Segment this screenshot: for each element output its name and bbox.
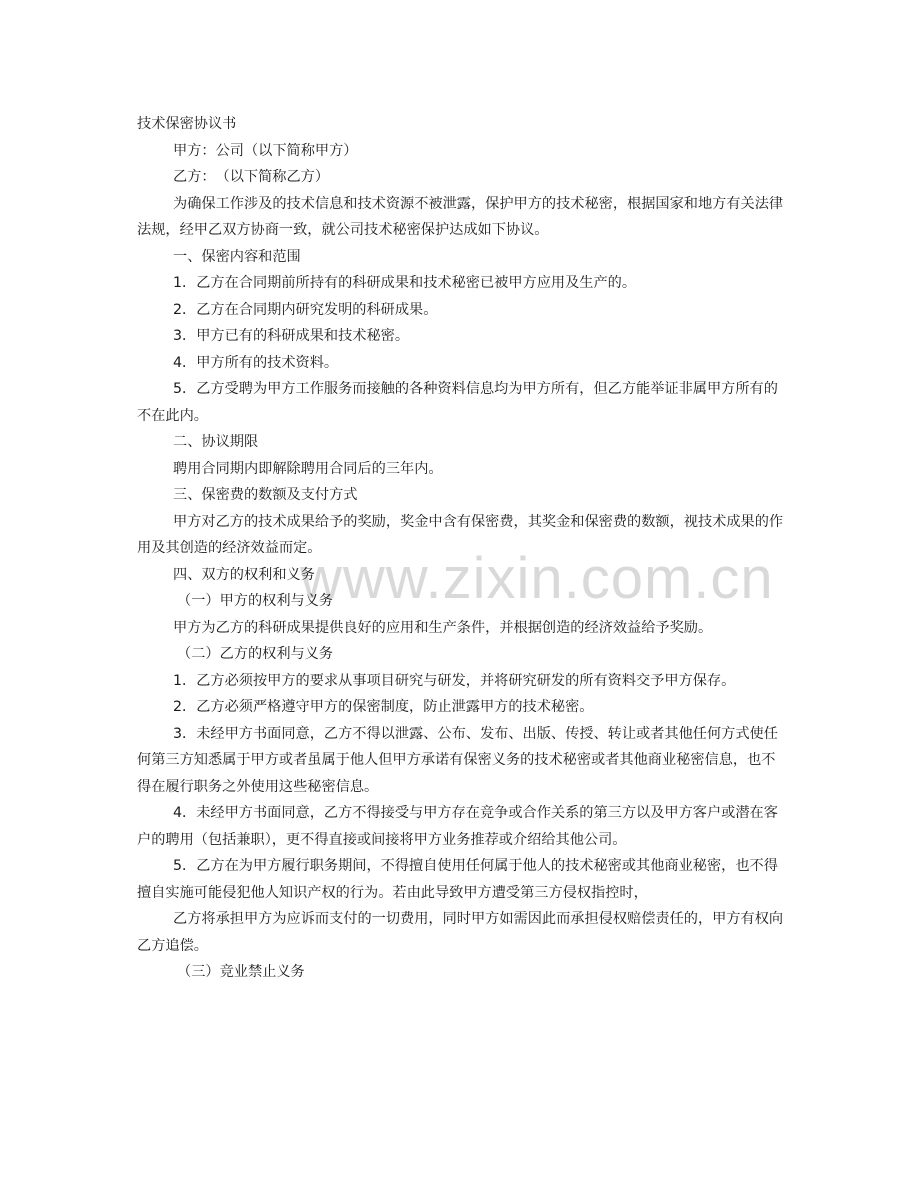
party-b-duty-item: 2．乙方必须严格遵守甲方的保密制度，防止泄露甲方的技术秘密。 xyxy=(173,699,594,715)
party-b-duty-item: 1．乙方必须按甲方的要求从事项目研究与研发，并将研究研发的所有资料交予甲方保存。 xyxy=(173,672,736,689)
scope-item: 1．乙方在合同期前所持有的科研成果和技术秘密已被甲方应用及生产的。 xyxy=(173,275,637,291)
subsection-heading-party-b: （二）乙方的权利与义务 xyxy=(177,646,334,662)
section-heading-rights: 四、双方的权利和义务 xyxy=(173,566,315,583)
section-heading-fee: 三、保密费的数额及支付方式 xyxy=(173,487,358,503)
term-paragraph: 聘用合同期内即解除聘用合同后的三年内。 xyxy=(173,460,443,477)
fee-paragraph: 甲方对乙方的技术成果给予的奖励，奖金中含有保密费，其奖金和保密费的数额，视技术成果的作用及其创造的经济效益而定。 xyxy=(137,513,784,556)
scope-item: 2．乙方在合同期内研究发明的科研成果。 xyxy=(173,301,438,318)
document-body xyxy=(137,111,787,986)
scope-item: 4．甲方所有的技术资料。 xyxy=(173,354,339,371)
subsection-heading-non-compete: （三）竞业禁止义务 xyxy=(177,964,305,980)
party-b-line: 乙方： （以下简称乙方） xyxy=(173,169,330,185)
scope-item: 3．甲方已有的科研成果和技术秘密。 xyxy=(173,328,410,344)
watermark: www.zixin.com.cn xyxy=(300,546,774,611)
party-b-duty-item: 5．乙方在为甲方履行职务期间，不得擅自使用任何属于他人的技术秘密或其他商业秘密，也不得擅自实施可能侵犯他人知识产权的行为。若由此导致甲方遭受第三方侵权指控时， xyxy=(137,858,778,901)
section-heading-term: 二、协议期限 xyxy=(173,434,259,450)
scope-item: 5．乙方受聘为甲方工作服务而接触的各种资料信息均为甲方所有，但乙方能举证非属甲方所有的不在此内。 xyxy=(137,381,778,424)
document-title: 技术保密协议书 xyxy=(137,116,237,132)
party-a-rights-paragraph: 甲方为乙方的科研成果提供良好的应用和生产条件，并根据创造的经济效益给予奖励。 xyxy=(173,619,713,636)
party-b-duty-item: 3．未经甲方书面同意，乙方不得以泄露、公布、发布、出版、传授、转让或者其他任何方式使任何第三方知悉属于甲方或者虽属于他人但甲方承诺有保密义务的技术秘密或者其他商业秘密信息，也不得在履行职务之外使用这些秘密信息。 xyxy=(137,725,778,795)
preamble-paragraph: 为确保工作涉及的技术信息和技术资源不被泄露，保护甲方的技术秘密，根据国家和地方有关法律法规，经甲乙双方协商一致，就公司技术秘密保护达成如下协议。 xyxy=(137,195,784,238)
party-b-duty-item: 4．未经甲方书面同意，乙方不得接受与甲方存在竞争或合作关系的第三方以及甲方客户或潜在客户的聘用（包括兼职），更不得直接或间接将甲方业务推荐或介绍给其他公司。 xyxy=(137,805,778,848)
party-a-line: 甲方：公司（以下简称甲方） xyxy=(173,142,358,159)
continuation-paragraph: 乙方将承担甲方为应诉而支付的一切费用，同时甲方如需因此而承担侵权赔偿责任的，甲方有权向乙方追偿。 xyxy=(137,911,784,954)
section-heading-scope: 一、保密内容和范围 xyxy=(173,248,301,265)
subsection-heading-party-a: （一）甲方的权利与义务 xyxy=(177,593,334,609)
